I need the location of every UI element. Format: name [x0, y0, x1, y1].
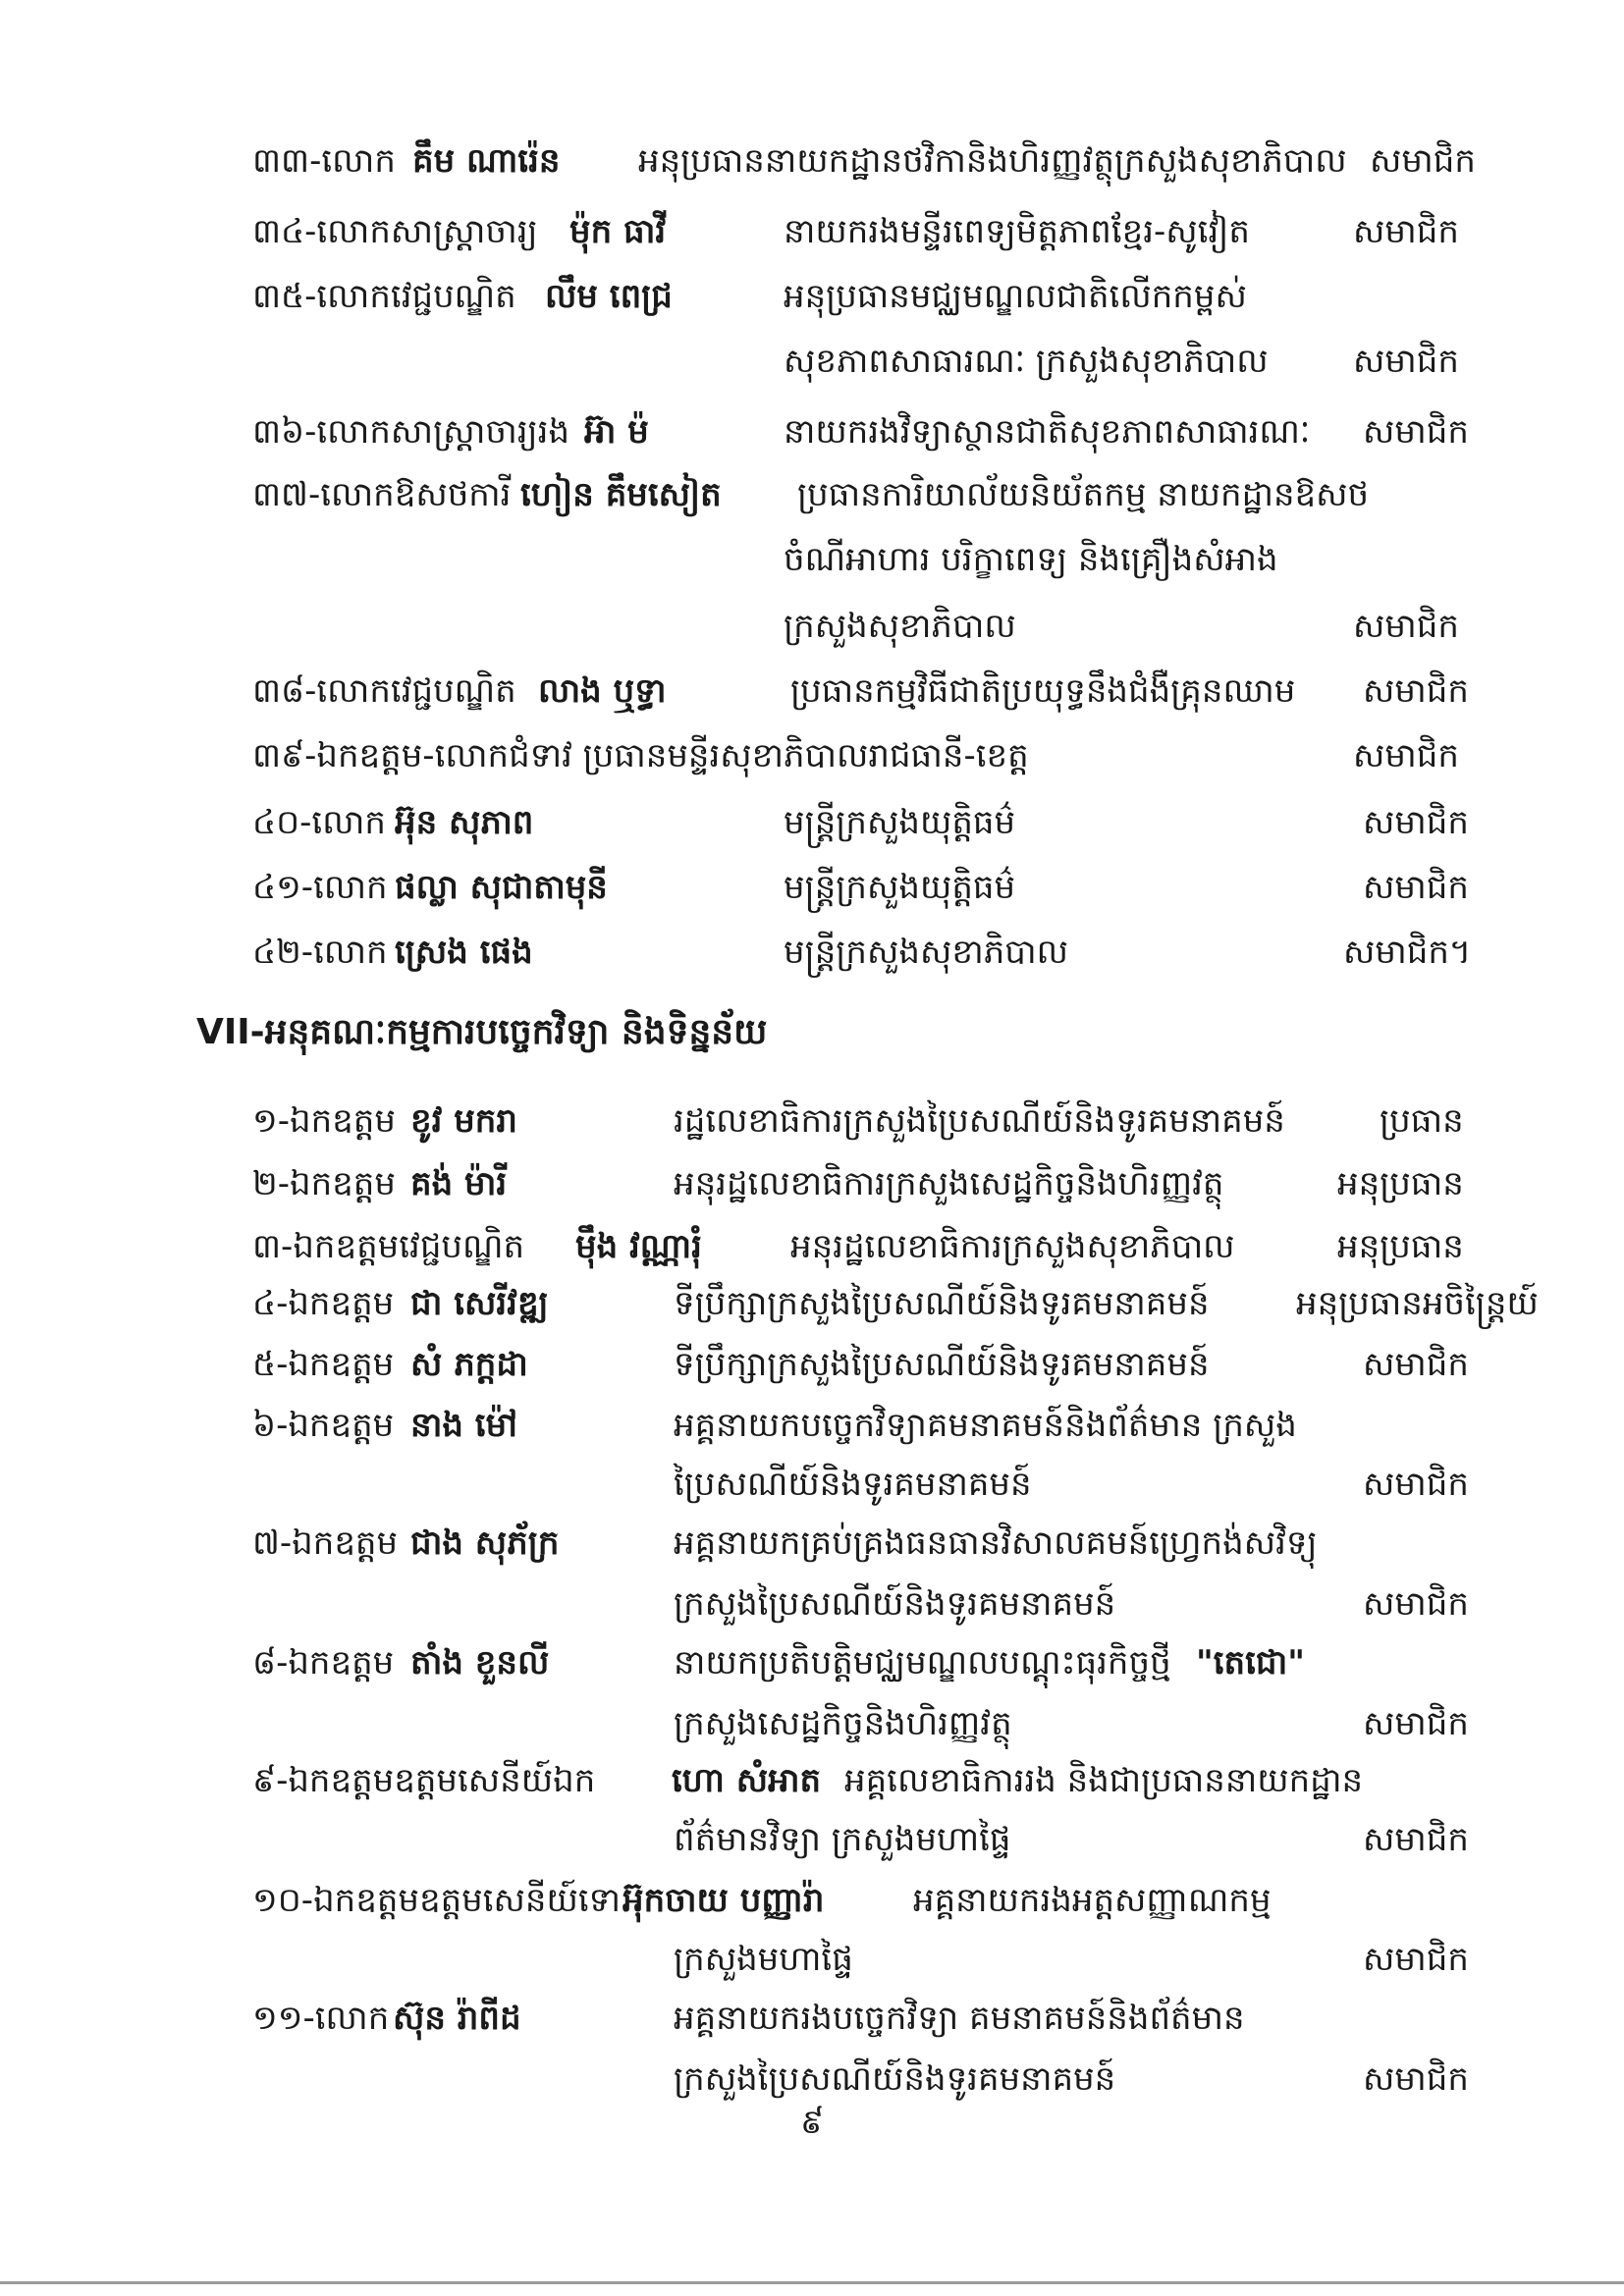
- member-role: សមាជិក: [1363, 803, 1469, 842]
- member-row-2: [0, 1152, 1624, 1215]
- member-position: អគ្គលេខាធិការរង និងជាប្រធាននាយកដ្ឋាន: [844, 1761, 1364, 1800]
- member-prefix: ៣៤-លោកសាស្ត្រាចារ្យ: [252, 212, 538, 251]
- member-row-10: [0, 1869, 1624, 1932]
- member-row-34: [0, 200, 1624, 263]
- member-role: សមាជិក: [1363, 1940, 1469, 1979]
- member-prefix: ៤-ឯកឧត្តម: [252, 1284, 395, 1323]
- member-position: អគ្គនាយកគ្រប់គ្រងធនធានវិសាលគមន៍ហ្វ្រេកង់សវិទ្យុ: [674, 1523, 1318, 1563]
- member-position-quote: "តេជោ": [1196, 1643, 1305, 1682]
- member-name: ជាង សុភ័ក្រ: [410, 1523, 560, 1563]
- member-position: មន្ត្រីក្រសួងយុត្តិធម៌: [784, 868, 1016, 907]
- member-name: លឹម ពេជ្រ: [545, 277, 673, 316]
- member-position: មន្ត្រីក្រសួងយុត្តិធម៌: [784, 803, 1016, 842]
- member-row-37-cont: [0, 528, 1624, 591]
- member-row-6-cont: [0, 1453, 1624, 1516]
- member-name: ម៉ុក ធាវី: [569, 212, 667, 251]
- member-role: សមាជិក: [1353, 212, 1459, 251]
- member-name: ស្រេង ផេង: [395, 933, 533, 972]
- section-heading: VII-អនុគណៈកម្មការបច្ចេកវិទ្យា និងទិន្នន័យ: [196, 1012, 768, 1052]
- member-prefix: ៤០-លោក: [252, 803, 386, 842]
- member-position: អគ្គនាយករងអត្តសញ្ញាណកម្ម: [913, 1881, 1272, 1920]
- member-row-10-cont: [0, 1928, 1624, 1991]
- member-prefix: ៣៩-ឯកឧត្តម-លោកជំទាវ ប្រធានមន្ទីរសុខាភិបាលរាជធានី-ខេត្ត: [252, 736, 1029, 775]
- member-role: សមាជិក: [1363, 2059, 1469, 2099]
- member-role: សមាជិក: [1363, 1345, 1469, 1384]
- member-prefix: ៣៣-លោក: [252, 141, 396, 181]
- member-name: នាង ម៉ៅ: [410, 1406, 517, 1445]
- member-row-3: [0, 1215, 1624, 1278]
- member-row-38: [0, 660, 1624, 722]
- member-row-8-cont: [0, 1692, 1624, 1755]
- member-position: អនុរដ្ឋលេខាធិការក្រសួងសុខាភិបាល: [790, 1227, 1235, 1266]
- member-position: នាយកប្រតិបត្តិមជ្ឈមណ្ឌលបណ្តុះធុរកិច្ចថ្មី: [674, 1643, 1171, 1682]
- member-row-41: [0, 856, 1624, 919]
- member-row-42: [0, 921, 1624, 984]
- member-position-cont: សុខភាពសាធារណៈ ក្រសួងសុខាភិបាល: [784, 342, 1269, 381]
- member-position: អគ្គនាយករងបច្ចេកវិទ្យា គមនាគមន៍និងព័ត៌មាន: [674, 1999, 1245, 2038]
- member-position: នាយករងមន្ទីរពេទ្យមិត្តភាពខ្មែរ-សូវៀត: [784, 212, 1250, 251]
- member-position-cont: ក្រសួងប្រៃសណីយ៍និងទូរគមនាគមន៍: [674, 2059, 1116, 2099]
- member-prefix: ៤២-លោក: [252, 933, 388, 972]
- member-row-9: [0, 1749, 1624, 1812]
- member-prefix: ៣៦-លោកសាស្ត្រាចារ្យរង: [252, 412, 570, 452]
- member-name: ម៉ឹង វណ្ណារុំ: [575, 1227, 702, 1266]
- member-role: សមាជិក: [1363, 1820, 1469, 1859]
- member-position-cont: ក្រសួងសុខាភិបាល: [784, 607, 1016, 646]
- member-name: លាង ឬទ្ធា: [538, 671, 667, 711]
- member-name: ខូវ មករា: [410, 1101, 517, 1141]
- member-position: នាយករងវិទ្យាស្ថានជាតិសុខភាពសាធារណៈ: [784, 412, 1311, 452]
- member-role: អនុប្រធាន: [1337, 1227, 1464, 1266]
- member-name: អ៊ុន សុភាព: [395, 803, 534, 842]
- member-name: តាំង ខួនលី: [410, 1643, 550, 1682]
- member-name: សំ ភក្តដា: [410, 1345, 528, 1384]
- member-position-cont: ចំណីអាហារ បរិក្ខាពេទ្យ និងគ្រឿងសំអាង: [784, 540, 1278, 579]
- member-prefix: ៣៥-លោកវេជ្ជបណ្ឌិត: [252, 277, 516, 316]
- member-name: ហៀន គឹមសៀត: [520, 475, 722, 514]
- member-prefix: ៥-ឯកឧត្តម: [252, 1345, 395, 1384]
- member-role: សមាជិក: [1363, 1704, 1469, 1743]
- member-row-35-cont: [0, 330, 1624, 393]
- member-position: ប្រធានការិយាល័យនិយ័តកម្ម នាយកដ្ឋានឱសថ: [797, 475, 1370, 514]
- member-position-cont: ក្រសួងសេដ្ឋកិច្ចនិងហិរញ្ញវត្ថុ: [674, 1704, 1012, 1743]
- member-row-7: [0, 1512, 1624, 1575]
- member-role: សមាជិក: [1363, 412, 1469, 452]
- member-prefix: ៣៨-លោកវេជ្ជបណ្ឌិត: [252, 671, 516, 711]
- member-row-40: [0, 791, 1624, 854]
- member-name: អ៊ុកចាយ បញ្ញារ៉ា: [623, 1881, 825, 1920]
- member-role: សមាជិក: [1363, 1584, 1469, 1624]
- member-position-cont: ព័ត៌មានវិទ្យា ក្រសួងមហាផ្ទៃ: [674, 1820, 1011, 1859]
- member-role: ប្រធាន: [1380, 1101, 1464, 1141]
- member-prefix: ១-ឯកឧត្តម: [252, 1101, 396, 1141]
- member-name: ជា សេរីវឌ្ឍ: [410, 1284, 549, 1323]
- member-position-cont: ក្រសួងមហាផ្ទៃ: [674, 1940, 853, 1979]
- member-role: សមាជិក: [1363, 1465, 1469, 1504]
- member-prefix: ៣៧-លោកឱសថការី: [252, 475, 512, 514]
- member-prefix: ៩-ឯកឧត្តមឧត្តមសេនីយ៍ឯក: [252, 1761, 596, 1800]
- member-row-37-cont2: [0, 595, 1624, 658]
- member-name: អ៊ា ម៉: [584, 412, 649, 452]
- member-role: សមាជិក: [1370, 141, 1476, 181]
- member-name: ស៊ុន រ៉ាពីដ: [393, 1999, 521, 2038]
- member-role: សមាជិក: [1353, 736, 1459, 775]
- member-role: សមាជិក: [1363, 868, 1469, 907]
- member-role: សមាជិក។: [1343, 933, 1472, 972]
- member-prefix: ៤១-លោក: [252, 868, 388, 907]
- member-role: សមាជិក: [1363, 671, 1469, 711]
- member-position: ទីប្រឹក្សាក្រសួងប្រៃសណីយ៍និងទូរគមនាគមន៍: [674, 1284, 1210, 1323]
- member-row-9-cont: [0, 1808, 1624, 1871]
- member-position-cont: ក្រសួងប្រៃសណីយ៍និងទូរគមនាគមន៍: [674, 1584, 1116, 1624]
- member-row-8: [0, 1631, 1624, 1694]
- member-position: អនុរដ្ឋលេខាធិការក្រសួងសេដ្ឋកិច្ចនិងហិរញ្ញវត្ថុ: [674, 1164, 1224, 1203]
- member-role: សមាជិក: [1353, 607, 1459, 646]
- member-prefix: ១០-ឯកឧត្តមឧត្តមសេនីយ៍ទោ: [252, 1881, 622, 1920]
- member-position: អនុប្រធាននាយកដ្ឋានថវិកានិងហិរញ្ញវត្ថុក្រសួងសុខាភិបាល: [638, 141, 1347, 181]
- member-row-11: [0, 1987, 1624, 2050]
- member-row-5: [0, 1333, 1624, 1396]
- member-prefix: ៧-ឯកឧត្តម: [252, 1523, 399, 1563]
- member-row-7-cont: [0, 1573, 1624, 1635]
- member-position: ប្រធានកម្មវិធីជាតិប្រយុទ្ធនឹងជំងឺគ្រុនឈាម: [790, 671, 1296, 711]
- member-position-cont: ប្រៃសណីយ៍និងទូរគមនាគមន៍: [674, 1465, 1032, 1504]
- member-prefix: ២-ឯកឧត្តម: [252, 1164, 396, 1203]
- member-name: គឹម ណារ៉េន: [412, 141, 561, 181]
- member-position: អនុប្រធានមជ្ឈមណ្ឌលជាតិលើកកម្ពស់: [784, 277, 1247, 316]
- member-name: ផល្លា សុជាតាមុនី: [395, 868, 608, 907]
- member-row-36: [0, 400, 1624, 463]
- member-role: សមាជិក: [1353, 342, 1459, 381]
- member-row-39: [0, 724, 1624, 787]
- member-prefix: ៦-ឯកឧត្តម: [252, 1406, 395, 1445]
- member-position: មន្ត្រីក្រសួងសុខាភិបាល: [784, 933, 1069, 972]
- member-prefix: ៨-ឯកឧត្តម: [252, 1643, 395, 1682]
- member-prefix: ១១-លោក: [252, 1999, 390, 2038]
- member-name: គង់ ម៉ារី: [410, 1164, 508, 1203]
- member-position: ទីប្រឹក្សាក្រសួងប្រៃសណីយ៍និងទូរគមនាគមន៍: [674, 1345, 1210, 1384]
- member-role: អនុប្រធាន: [1337, 1164, 1464, 1203]
- member-position: រដ្ឋលេខាធិការក្រសួងប្រៃសណីយ៍និងទូរគមនាគមន៍: [674, 1101, 1285, 1141]
- member-prefix: ៣-ឯកឧត្តមវេជ្ជបណ្ឌិត: [252, 1227, 525, 1266]
- member-row-6: [0, 1394, 1624, 1457]
- bottom-rule: [0, 2281, 1624, 2284]
- member-row-1: [0, 1090, 1624, 1152]
- member-role: អនុប្រធានអចិន្ត្រៃយ៍: [1296, 1284, 1539, 1323]
- page-number: ៩: [799, 2103, 825, 2142]
- member-position: អគ្គនាយកបច្ចេកវិទ្យាគមនាគមន៍និងព័ត៌មាន ក្រសួង: [674, 1406, 1297, 1445]
- member-row-37: [0, 463, 1624, 526]
- member-name: ហោ សំអាត: [672, 1761, 822, 1800]
- member-row-4: [0, 1272, 1624, 1335]
- member-row-35: [0, 265, 1624, 328]
- member-row-33: [0, 130, 1624, 192]
